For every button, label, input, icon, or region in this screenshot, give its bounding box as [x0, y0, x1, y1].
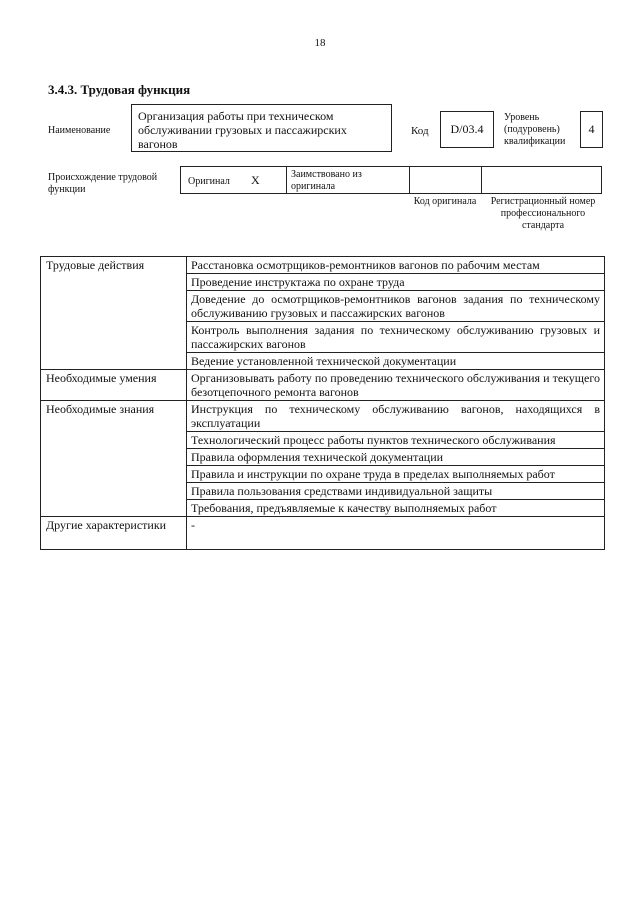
borrowed-label: Заимствовано из оригинала	[291, 169, 362, 192]
reg-number-cell	[481, 166, 602, 194]
level-box	[580, 111, 603, 148]
code-label: Код	[411, 125, 429, 137]
table-row	[41, 257, 605, 274]
function-table	[40, 256, 605, 550]
code-box	[440, 111, 494, 148]
original-label: Оригинал	[188, 176, 230, 187]
list-item: Правила пользования средствами индивидуальной защиты	[187, 483, 605, 500]
name-label: Наименование	[48, 125, 111, 136]
list-item: Ведение установленной технической документации	[187, 353, 605, 370]
level-value: 4	[588, 122, 595, 136]
list-item: Проведение инструктажа по охране труда	[187, 274, 605, 291]
list-item: Организовывать работу по проведению технического обслуживания и текущего безотцепочного ремонта вагонов	[187, 370, 605, 401]
name-value: Организация работы при техническом обслуживании грузовых и пассажирских вагонов	[138, 109, 347, 151]
list-item: Правила и инструкции по охране труда в пределах выполняемых работ	[187, 466, 605, 483]
section-heading: Необходимые умения	[41, 370, 187, 401]
name-box	[131, 104, 392, 152]
borrowed-cell	[286, 166, 410, 194]
table-row	[41, 517, 605, 550]
table-row	[41, 370, 605, 401]
page-number: 18	[314, 37, 326, 49]
origin-label: Происхождение трудовой функции	[48, 172, 158, 195]
list-item: Технологический процесс работы пунктов технического обслуживания	[187, 432, 605, 449]
section-heading: Необходимые знания	[41, 401, 187, 517]
code-value: D/03.4	[450, 122, 484, 136]
code-original-cell	[409, 166, 482, 194]
level-label: Уровень (подуровень) квалификации	[504, 112, 566, 147]
section-title: 3.4.3. Трудовая функция	[48, 82, 191, 97]
reg-number-caption: Регистрационный номер профессионального стандарта	[490, 196, 596, 231]
list-item: Доведение до осмотрщиков-ремонтников вагонов задания по техническому обслуживанию грузовых и пассажирских вагонов	[187, 291, 605, 322]
list-item: Расстановка осмотрщиков-ремонтников вагонов по рабочим местам	[187, 257, 605, 274]
original-mark: X	[251, 173, 260, 187]
table-row	[41, 401, 605, 432]
original-cell	[180, 166, 287, 194]
list-item: Правила оформления технической документации	[187, 449, 605, 466]
list-item: Контроль выполнения задания по техническому обслуживанию грузовых и пассажирских вагонов	[187, 322, 605, 353]
list-item: Требования, предъявляемые к качеству выполняемых работ	[187, 500, 605, 517]
section-heading: Другие характеристики	[41, 517, 187, 550]
code-original-caption: Код оригинала	[413, 196, 477, 207]
list-item: Инструкция по техническому обслуживанию вагонов, находящихся в эксплуатации	[187, 401, 605, 432]
section-heading: Трудовые действия	[41, 257, 187, 370]
list-item: -	[187, 517, 605, 550]
